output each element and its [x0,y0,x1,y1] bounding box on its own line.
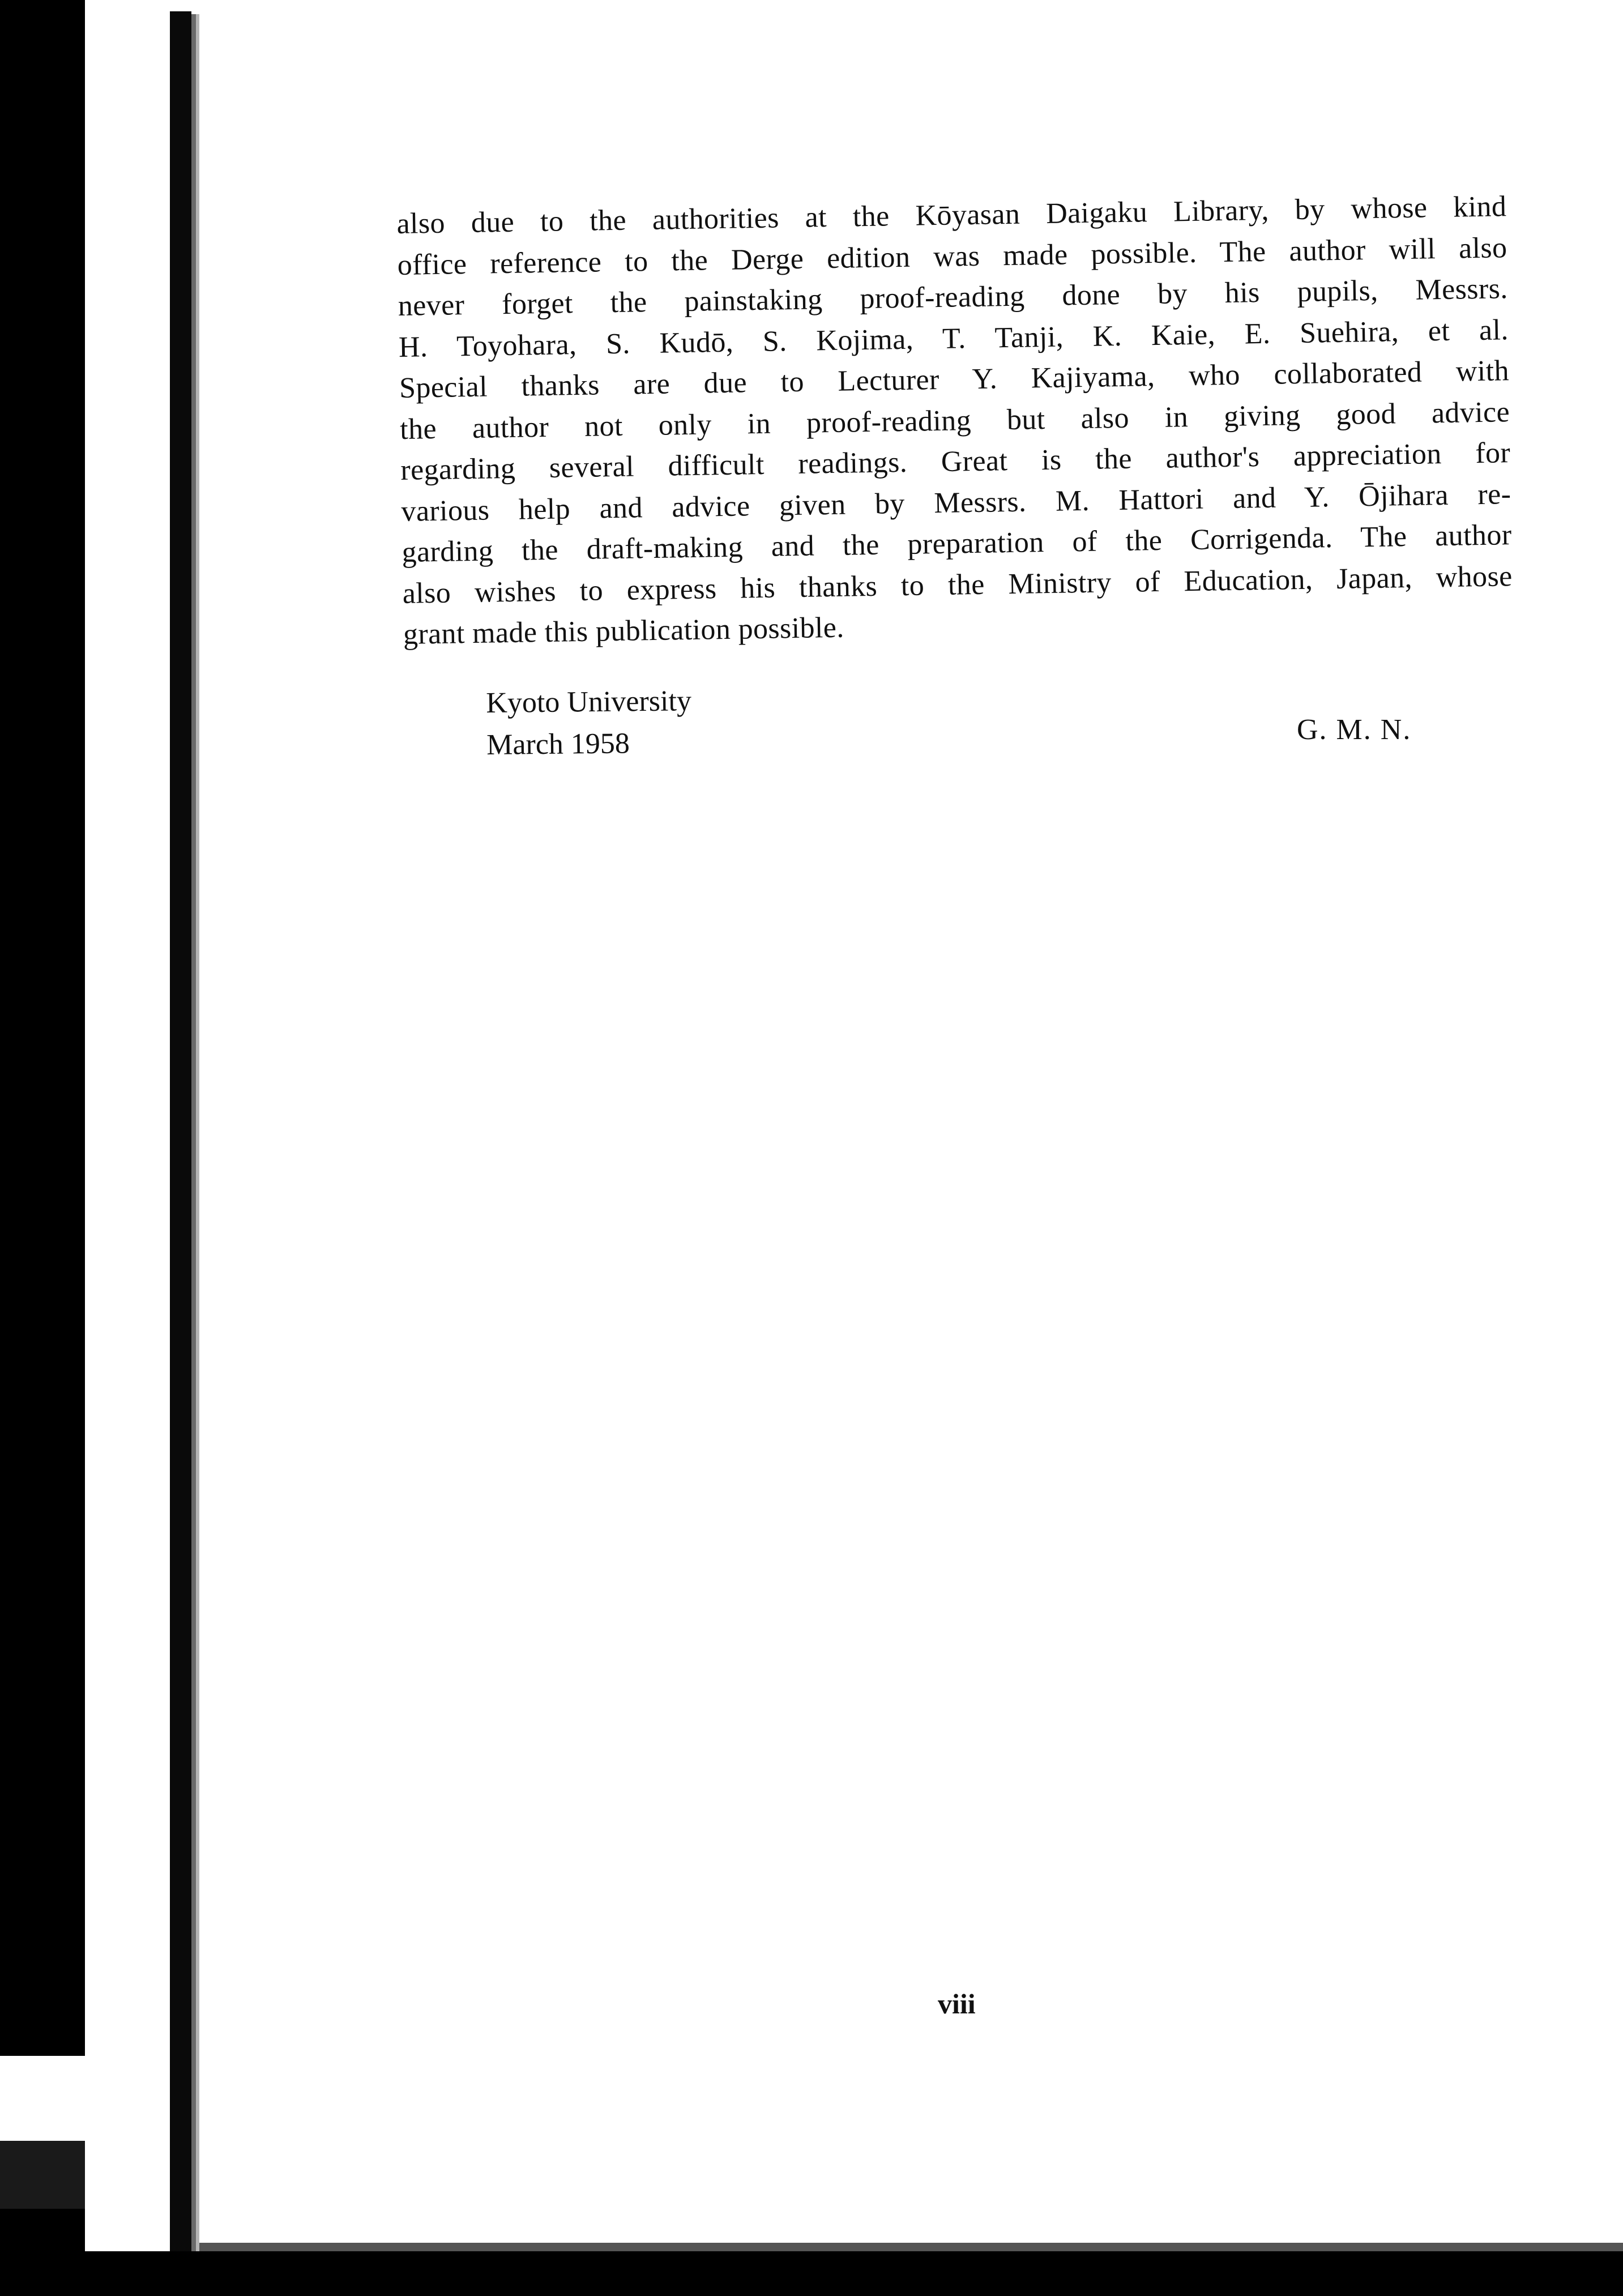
text-line: never forget the painstaking proof-reading done by his pupils, Messrs. [398,272,1509,322]
book-spine [170,11,191,2271]
text-line: garding the draft-making and the preparation of the Corrigenda. The author [402,519,1512,569]
signature-institution: Kyoto University [486,685,692,719]
scan-artifact [0,2056,85,2141]
signature-date: March 1958 [486,727,630,761]
text-line: the author not only in proof-reading but also in giving good advice [399,395,1510,446]
text-line: Special thanks are due to Lecturer Y. Kajiyama, who collaborated with [399,355,1510,404]
text-line: H. Toyohara, S. Kudō, S. Kojima, T. Tanji, K. Kaie, E. Suehira, et al. [398,313,1509,364]
text-line: various help and advice given by Messrs. M. Hattori and Y. Ōjihara re- [401,477,1511,528]
signature-block [486,680,692,766]
text-line: office reference to the Derge edition was made possible. The author will also [397,231,1507,281]
page-number: viii [938,1988,976,2020]
author-initials: G. M. N. [1297,714,1412,746]
text-line: grant made this publication possible. [403,611,845,651]
book-spine-shadow [191,14,196,2271]
acknowledgement-paragraph [396,186,1513,655]
scan-margin [85,17,153,2237]
text-line: regarding several difficult readings. Great is the author's appreciation for [400,437,1511,486]
text-line: also due to the authorities at the Kōyasan Daigaku Library, by whose kind [396,190,1507,240]
text-line: also wishes to express his thanks to the Ministry of Education, Japan, whose [402,560,1513,610]
page-bottom-shadow [199,2243,1623,2251]
page-bottom-edge [85,2251,1623,2296]
book-spine-shadow [196,14,199,2271]
scan-edge-left [0,0,85,2296]
scan-artifact [0,2141,85,2209]
